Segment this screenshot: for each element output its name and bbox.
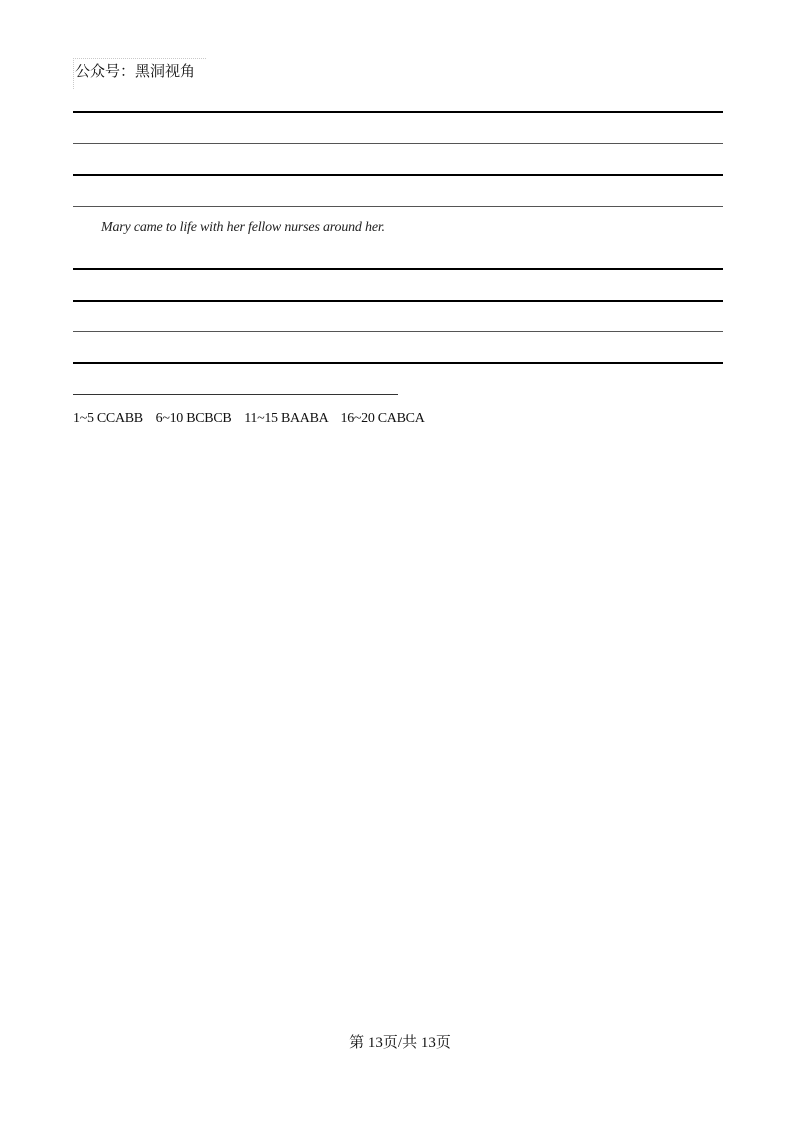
writing-line xyxy=(73,174,723,176)
writing-line xyxy=(73,206,723,207)
writing-line xyxy=(73,300,723,302)
writing-line xyxy=(73,331,723,332)
writing-line xyxy=(73,362,723,364)
writing-line xyxy=(73,268,723,270)
writing-line xyxy=(73,111,723,113)
page-number: 第 13页/共 13页 xyxy=(349,1035,451,1051)
section-divider xyxy=(73,394,398,395)
answer-key: 1~5 CCABB 6~10 BCBCB 11~15 BAABA 16~20 CABCA xyxy=(73,411,425,426)
writing-line xyxy=(73,143,723,144)
continuation-sentence: Mary came to life with her fellow nurses around her. xyxy=(101,220,385,235)
header-label: 公众号：黑洞视角 xyxy=(75,62,196,80)
